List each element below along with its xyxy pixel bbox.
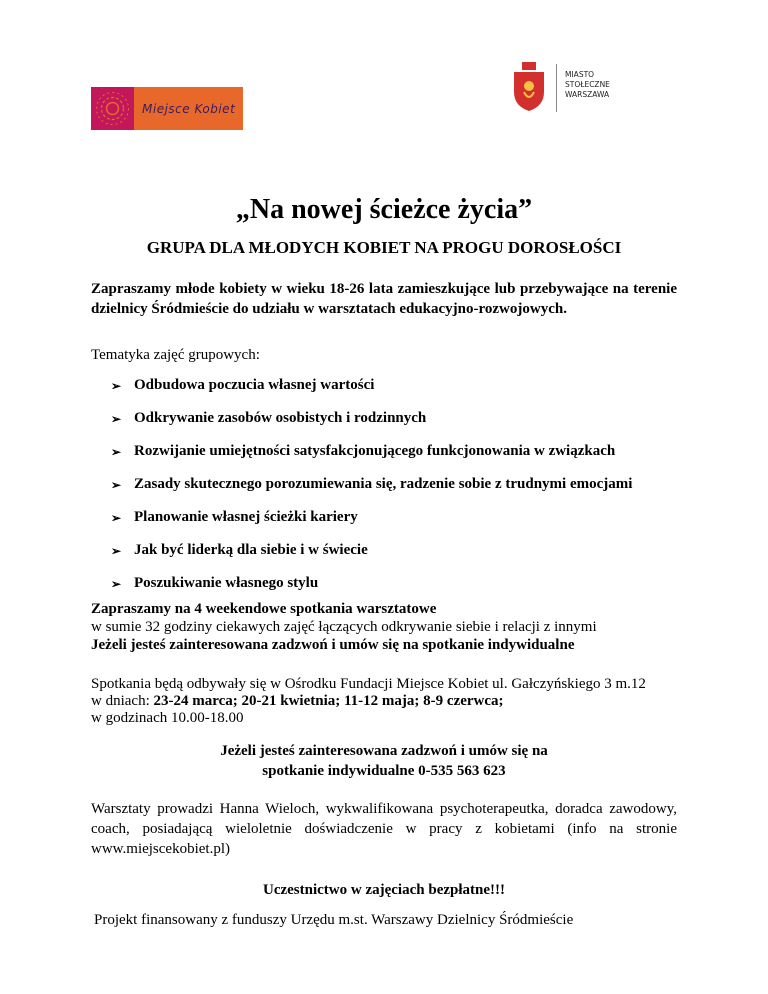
logo-brand-text: Miejsce Kobiet [142, 101, 236, 116]
list-item: ➢ Zasady skutecznego porozumiewania się, radzenie sobie z trudnymi emocjami [111, 476, 632, 509]
miejsce-kobiet-logo [91, 87, 243, 130]
arrow-bullet-icon: ➢ [111, 379, 122, 393]
hours-text: w godzinach 10.00-18.00 [91, 710, 244, 726]
location-address: Spotkania będą odbywały się w Ośrodku Fundacji Miejsce Kobiet ul. Gałczyńskiego 3 m.12 [91, 676, 646, 692]
dates-list: 23-24 marca; 20-21 kwietnia; 11-12 maja; 8-9 czerwca; [153, 693, 504, 709]
arrow-bullet-icon: ➢ [111, 577, 122, 591]
warsaw-city-logo [512, 62, 610, 114]
logo-divider [556, 64, 557, 112]
list-item: ➢ Odkrywanie zasobów osobistych i rodzinnych [111, 410, 632, 443]
invite-headline: Zapraszamy na 4 weekendowe spotkania warsztatowe [91, 601, 437, 617]
topics-heading: Tematyka zajęć grupowych: [91, 347, 260, 363]
phone-number-line: spotkanie indywidualne 0-535 563 623 [262, 763, 506, 779]
arrow-bullet-icon: ➢ [111, 445, 122, 459]
list-item: ➢ Poszukiwanie własnego stylu [111, 575, 632, 608]
invite-block [91, 600, 691, 654]
contact-block: Jeżeli jesteś zainteresowana zadzwoń i umów się na spotkanie indywidualne 0-535 563 623 [0, 741, 768, 781]
dates-prefix: w dniach: [91, 693, 154, 709]
intro-paragraph: Zapraszamy młode kobiety w wieku 18-26 lata zamieszkujące lub przebywające na terenie dzielnicy Śródmieście do udziału w warsztatach edukacyjno-rozwojowych. [91, 281, 677, 317]
location-block [91, 676, 691, 727]
city-name: MIASTO STOŁECZNE WARSZAWA [565, 70, 610, 99]
list-item: ➢ Odbudowa poczucia własnej wartości [111, 377, 632, 410]
list-item: ➢ Jak być liderką dla siebie i w świecie [111, 542, 632, 575]
arrow-bullet-icon: ➢ [111, 412, 122, 426]
list-item: ➢ Rozwijanie umiejętności satysfakcjonującego funkcjonowania w związkach [111, 443, 632, 476]
arrow-bullet-icon: ➢ [111, 511, 122, 525]
leader-paragraph: Warsztaty prowadzi Hanna Wieloch, wykwalifikowana psychoterapeutka, doradca zawodowy, coach, posiadającą wieloletnie doświadczenie w pracy z kobietami (info na stronie www.miejscekobiet.pl) [91, 801, 677, 857]
topics-list [111, 377, 632, 608]
sun-swirl-icon [91, 87, 134, 130]
page-title: „Na nowej ścieżce życia” [235, 194, 533, 225]
warsaw-crest-icon [512, 62, 546, 112]
page-subtitle: GRUPA DLA MŁODYCH KOBIET NA PROGU DOROSŁOŚCI [146, 238, 622, 257]
invite-call-to-action: Jeżeli jesteś zainteresowana zadzwoń i umów się na spotkanie indywidualne [91, 637, 575, 653]
funding-note: Projekt finansowany z funduszy Urzędu m.st. Warszawy Dzielnicy Śródmieście [94, 912, 574, 928]
free-participation-note: Uczestnictwo w zajęciach bezpłatne!!! [263, 882, 505, 898]
invite-description: w sumie 32 godziny ciekawych zajęć łączących odkrywanie siebie i relacji z innymi [91, 619, 597, 635]
arrow-bullet-icon: ➢ [111, 544, 122, 558]
list-item: ➢ Planowanie własnej ścieżki kariery [111, 509, 632, 542]
arrow-bullet-icon: ➢ [111, 478, 122, 492]
